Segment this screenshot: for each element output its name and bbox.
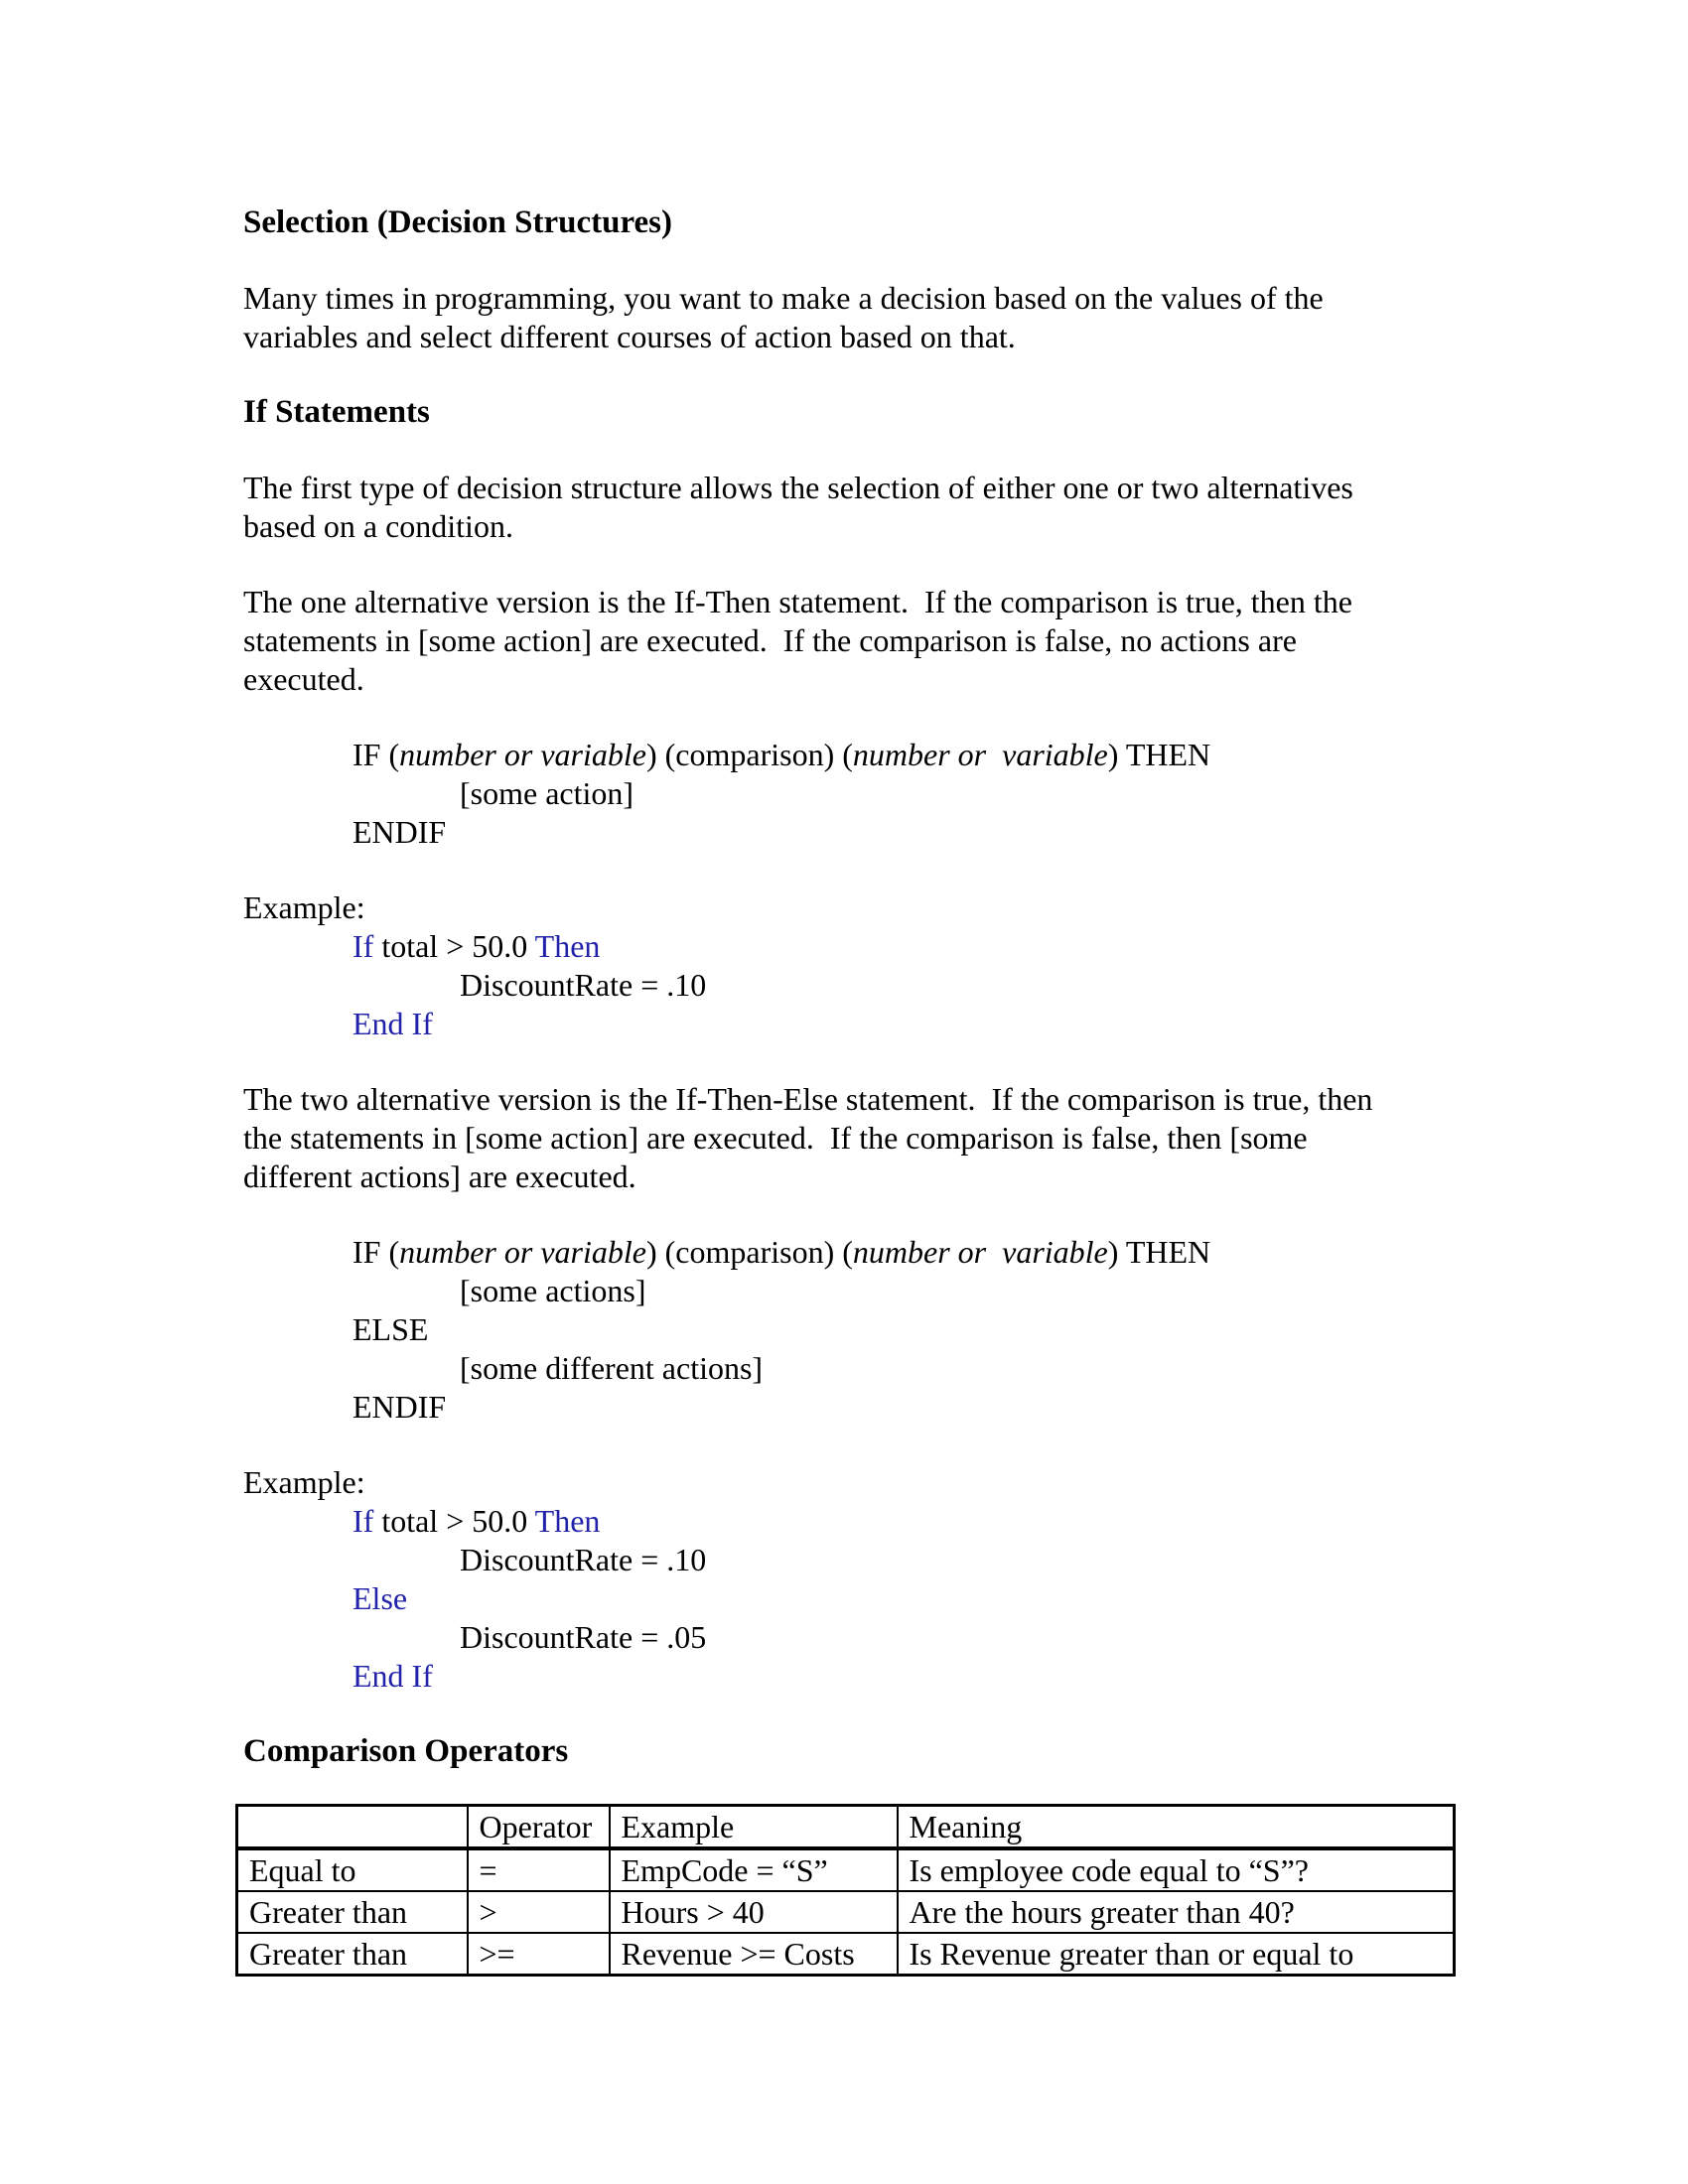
table-cell: Is Revenue greater than or equal to	[898, 1933, 1455, 1976]
paragraph-line: The one alternative version is the If-Then statement. If the comparison is true, then the	[243, 584, 1352, 619]
paragraph-line: Many times in programming, you want to make a decision based on the values of the	[243, 280, 1324, 316]
document-title: Selection (Decision Structures)	[243, 205, 672, 240]
code-text: total > 50.0	[373, 928, 535, 964]
code-text: ) THEN	[1107, 737, 1211, 772]
code-text: IF (	[352, 737, 400, 772]
table-header-cell-meaning: Meaning	[898, 1806, 1455, 1849]
keyword-text: Then	[534, 928, 601, 964]
table-header-cell-blank	[237, 1806, 468, 1849]
table-cell: =	[468, 1848, 610, 1891]
code-text: ) THEN	[1107, 1234, 1211, 1270]
placeholder-text: number or variable	[852, 737, 1108, 772]
table-cell: >	[468, 1891, 610, 1933]
first-type-paragraph	[243, 469, 1484, 546]
comparison-operators-table	[235, 1804, 1456, 1977]
placeholder-text: number or variable	[399, 1234, 646, 1270]
table-header-row	[237, 1806, 1455, 1849]
paragraph-line: based on a condition.	[243, 508, 513, 544]
placeholder-text: number or variable	[399, 737, 646, 772]
table-cell: Greater than	[237, 1933, 468, 1976]
code-line-discount-rate: DiscountRate = .10	[460, 967, 707, 1003]
code-line-discount-rate-10: DiscountRate = .10	[460, 1542, 707, 1577]
table-cell: Is employee code equal to “S”?	[898, 1848, 1455, 1891]
paragraph-line: the statements in [some action] are executed. If the comparison is false, then [some	[243, 1120, 1308, 1156]
code-line-discount-rate-05: DiscountRate = .05	[460, 1619, 707, 1655]
code-line-if-then-header	[243, 1233, 1484, 1272]
code-line-if-condition	[243, 927, 1484, 966]
paragraph-line: The two alternative version is the If-Then-Else statement. If the comparison is true, then	[243, 1081, 1373, 1117]
table-row-equal-to	[237, 1848, 1455, 1891]
code-text: total > 50.0	[373, 1503, 535, 1539]
table-cell: Revenue >= Costs	[610, 1933, 898, 1976]
table-header-cell-example: Example	[610, 1806, 898, 1849]
code-line-some-action: [some action]	[460, 775, 634, 811]
code-line-endif: ENDIF	[352, 1389, 447, 1425]
keyword-text: If	[352, 928, 374, 964]
section-heading-if-statements: If Statements	[243, 394, 430, 430]
one-alternative-paragraph	[243, 583, 1484, 699]
table-cell: EmpCode = “S”	[610, 1848, 898, 1891]
section-heading-comparison-operators: Comparison Operators	[243, 1733, 569, 1769]
paragraph-line: executed.	[243, 661, 364, 697]
code-line-end-if: End If	[352, 1006, 433, 1041]
table-row-greater-than	[237, 1891, 1455, 1933]
if-then-else-syntax-block	[243, 1233, 1484, 1427]
keyword-text: If	[352, 1503, 374, 1539]
code-line-some-different-actions: [some different actions]	[460, 1350, 764, 1386]
two-alternative-paragraph	[243, 1080, 1484, 1196]
code-line-if-then-header	[243, 736, 1484, 774]
code-line-endif: ENDIF	[352, 814, 447, 850]
example-label: Example:	[243, 889, 365, 925]
code-line-end-if: End If	[352, 1658, 433, 1694]
keyword-text: Then	[534, 1503, 601, 1539]
code-line-else: Else	[352, 1580, 408, 1616]
paragraph-line: different actions] are executed.	[243, 1159, 636, 1194]
code-text: ) (comparison) (	[645, 737, 853, 772]
paragraph-line: variables and select different courses of action based on that.	[243, 319, 1016, 354]
example-label: Example:	[243, 1464, 365, 1500]
table-cell: Greater than	[237, 1891, 468, 1933]
code-text: ) (comparison) (	[645, 1234, 853, 1270]
intro-paragraph	[243, 279, 1484, 356]
table-cell: Equal to	[237, 1848, 468, 1891]
placeholder-text: number or variable	[852, 1234, 1108, 1270]
code-text: IF (	[352, 1234, 400, 1270]
code-line-if-condition	[243, 1502, 1484, 1541]
table-row-greater-than-or-equal	[237, 1933, 1455, 1976]
code-line-some-actions: [some actions]	[460, 1273, 646, 1308]
if-then-syntax-block	[243, 736, 1484, 852]
table-cell: Are the hours greater than 40?	[898, 1891, 1455, 1933]
paragraph-line: statements in [some action] are executed. If the comparison is false, no actions are	[243, 622, 1297, 658]
code-line-else: ELSE	[352, 1311, 429, 1347]
paragraph-line: The first type of decision structure allows the selection of either one or two alternatives	[243, 470, 1353, 505]
table-header-cell-operator: Operator	[468, 1806, 610, 1849]
table-cell: Hours > 40	[610, 1891, 898, 1933]
document-content	[243, 204, 1484, 1977]
table-cell: >=	[468, 1933, 610, 1976]
if-then-example-block	[243, 888, 1484, 1043]
if-then-else-example-block	[243, 1463, 1484, 1696]
